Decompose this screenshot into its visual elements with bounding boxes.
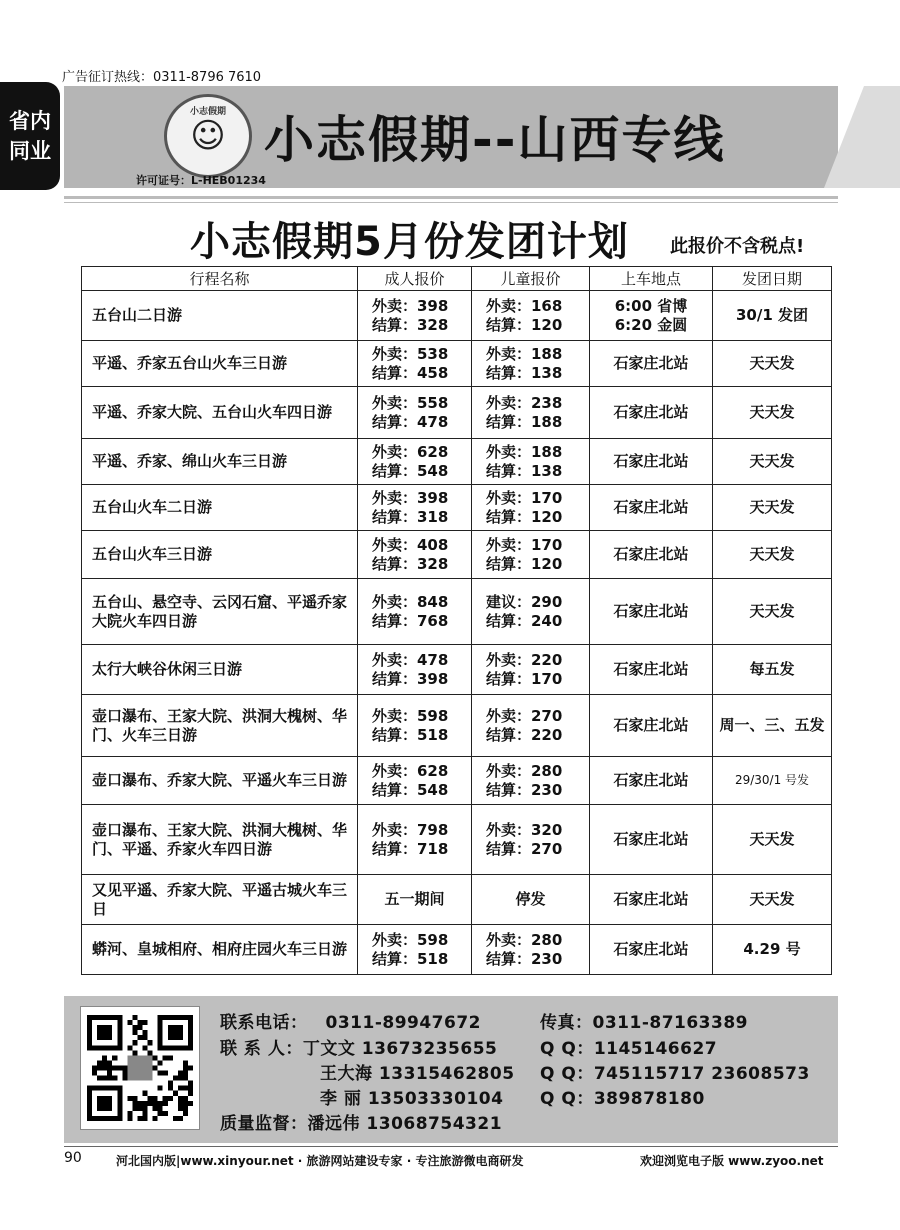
route-name: 壶口瀑布、王家大院、洪洞大槐树、华门、平遥、乔家火车四日游 (92, 820, 348, 858)
date-cell (713, 579, 832, 645)
adult-price-cell (358, 341, 472, 387)
adult-price-cell (358, 485, 472, 531)
date-cell (713, 291, 832, 341)
adult-price: 结算：328 (372, 315, 449, 334)
ad-hotline: 广告征订热线：0311-8796 7610 (62, 70, 262, 85)
contact-box (64, 996, 838, 1143)
date-cell (713, 341, 832, 387)
person-3: 李 丽 13503330104 (320, 1089, 504, 1109)
qr-code-icon (80, 1006, 200, 1130)
route-name: 又见平遥、乔家大院、平遥古城火车三日 (92, 880, 348, 918)
child-price-cell (472, 757, 590, 805)
table-row (82, 875, 832, 925)
child-price: 外卖：168 (486, 296, 563, 315)
child-price: 建议：290 (486, 592, 563, 611)
child-price: 结算：120 (486, 507, 563, 526)
pickup-location: 石家庄北站 (613, 830, 689, 848)
column-header: 行程名称 (82, 267, 358, 291)
adult-price: 结算：718 (372, 839, 449, 858)
pickup-cell (590, 579, 713, 645)
route-cell (82, 695, 358, 757)
adult-price: 结算：548 (372, 461, 449, 480)
pickup-cell (590, 875, 713, 925)
adult-price-cell (358, 387, 472, 439)
quality-person: 潘远伟 13068754321 (307, 1114, 503, 1134)
phone-number: 0311-89947672 (325, 1013, 481, 1033)
divider (64, 1146, 838, 1147)
route-name: 平遥、乔家大院、五台山火车四日游 (92, 403, 333, 421)
route-name: 壶口瀑布、乔家大院、平遥火车三日游 (92, 771, 348, 789)
person-2: 王大海 13315462805 (320, 1064, 515, 1084)
fax-label: 传真： (540, 1013, 593, 1033)
route-cell (82, 757, 358, 805)
pickup-cell (590, 645, 713, 695)
table-row (82, 387, 832, 439)
table-row (82, 291, 832, 341)
adult-price-cell (358, 695, 472, 757)
child-price: 外卖：188 (486, 442, 563, 461)
logo-text: 小志假期 (189, 107, 226, 117)
adult-price-cell (358, 531, 472, 579)
route-name: 平遥、乔家五台山火车三日游 (92, 354, 288, 372)
child-price: 外卖：188 (486, 344, 563, 363)
qq-line-1: Q Q：1145146627 (540, 1039, 718, 1059)
adult-price: 外卖：848 (372, 592, 449, 611)
adult-price: 结算：768 (372, 611, 449, 630)
adult-price-cell (358, 757, 472, 805)
date-cell (713, 531, 832, 579)
child-price: 外卖：320 (486, 820, 563, 839)
child-price-cell (472, 695, 590, 757)
adult-price: 外卖：558 (372, 393, 449, 412)
pickup-cell (590, 341, 713, 387)
departure-date: 天天发 (749, 403, 795, 421)
child-price-cell (472, 291, 590, 341)
person-line-1 (220, 1034, 497, 1059)
child-price-cell (472, 925, 590, 975)
route-cell (82, 579, 358, 645)
adult-price-cell (358, 579, 472, 645)
adult-price: 结算：398 (372, 669, 449, 688)
date-cell (713, 387, 832, 439)
departure-date: 天天发 (749, 452, 795, 470)
table-row (82, 579, 832, 645)
adult-price-cell (358, 645, 472, 695)
divider (64, 202, 838, 203)
page-number: 90 (64, 1150, 82, 1166)
departure-date: 周一、三、五发 (719, 716, 825, 734)
adult-price: 五一期间 (384, 890, 445, 908)
child-price: 外卖：170 (486, 535, 563, 554)
route-cell (82, 387, 358, 439)
pickup-cell (590, 439, 713, 485)
table-row (82, 341, 832, 387)
departure-date: 天天发 (749, 498, 795, 516)
child-price: 结算：220 (486, 725, 563, 744)
adult-price: 结算：518 (372, 949, 449, 968)
license-number: 许可证号：L-HEB01234 (136, 174, 266, 187)
pickup-location: 石家庄北站 (613, 660, 689, 678)
adult-price: 结算：478 (372, 412, 449, 431)
date-cell (713, 925, 832, 975)
adult-price: 外卖：598 (372, 706, 449, 725)
pickup-location: 6:20 金圆 (614, 315, 688, 334)
departure-date: 天天发 (749, 602, 795, 620)
child-price: 结算：120 (486, 315, 563, 334)
adult-price: 结算：518 (372, 725, 449, 744)
child-price: 结算：138 (486, 363, 563, 382)
child-price: 外卖：280 (486, 761, 563, 780)
adult-price: 外卖：478 (372, 650, 449, 669)
banner-title: 小志假期--山西专线 (264, 111, 726, 169)
pickup-cell (590, 695, 713, 757)
route-name: 太行大峡谷休闲三日游 (92, 660, 243, 678)
qq-line-3: Q Q：389878180 (540, 1089, 705, 1109)
column-header: 上车地点 (590, 267, 713, 291)
route-cell (82, 531, 358, 579)
child-price: 结算：270 (486, 839, 563, 858)
pickup-location: 石家庄北站 (613, 545, 689, 563)
child-price: 结算：230 (486, 780, 563, 799)
person-1: 丁文文 13673235655 (302, 1039, 498, 1059)
table-row (82, 805, 832, 875)
mascot-icon: ☺ (190, 116, 226, 156)
pickup-cell (590, 531, 713, 579)
child-price-cell (472, 439, 590, 485)
adult-price: 结算：328 (372, 554, 449, 573)
pickup-location: 石家庄北站 (613, 771, 689, 789)
adult-price: 外卖：398 (372, 296, 449, 315)
route-cell (82, 925, 358, 975)
date-cell (713, 695, 832, 757)
pickup-cell (590, 291, 713, 341)
pickup-cell (590, 387, 713, 439)
column-header: 发团日期 (713, 267, 832, 291)
departure-date: 30/1 发团 (735, 306, 808, 324)
adult-price-cell (358, 291, 472, 341)
person-label: 联 系 人： (220, 1039, 303, 1059)
adult-price: 外卖：398 (372, 488, 449, 507)
pickup-cell (590, 757, 713, 805)
table-row (82, 925, 832, 975)
adult-price-cell (358, 925, 472, 975)
table-row (82, 757, 832, 805)
footer-left-text: 河北国内版|www.xinyour.net · 旅游网站建设专家 · 专注旅游微电商研发 (116, 1154, 524, 1168)
quality-label: 质量监督： (220, 1114, 308, 1134)
table-header-row (82, 267, 832, 291)
pickup-location: 石家庄北站 (613, 716, 689, 734)
child-price: 外卖：270 (486, 706, 563, 725)
fax-number: 0311-87163389 (592, 1013, 748, 1033)
date-cell (713, 645, 832, 695)
route-cell (82, 645, 358, 695)
route-cell (82, 291, 358, 341)
adult-price: 结算：458 (372, 363, 449, 382)
child-price: 外卖：238 (486, 393, 563, 412)
child-price-cell (472, 805, 590, 875)
route-name: 五台山火车三日游 (92, 545, 213, 563)
departure-date: 每五发 (749, 660, 795, 678)
pickup-location: 石家庄北站 (613, 940, 689, 958)
departure-date: 29/30/1 号发 (734, 773, 810, 787)
child-price: 结算：170 (486, 669, 563, 688)
pickup-location: 石家庄北站 (613, 498, 689, 516)
departure-date: 天天发 (749, 354, 795, 372)
route-name: 壶口瀑布、王家大院、洪洞大槐树、华门、火车三日游 (92, 706, 348, 744)
tour-table (81, 266, 831, 975)
child-price: 结算：138 (486, 461, 563, 480)
adult-price-cell (358, 805, 472, 875)
route-name: 蟒河、皇城相府、相府庄园火车三日游 (92, 940, 348, 958)
route-cell (82, 439, 358, 485)
table-row (82, 645, 832, 695)
route-name: 五台山火车二日游 (92, 498, 213, 516)
date-cell (713, 805, 832, 875)
pickup-location: 石家庄北站 (613, 354, 689, 372)
table-row (82, 531, 832, 579)
route-cell (82, 805, 358, 875)
route-cell (82, 341, 358, 387)
tax-note: 此报价不含税点! (670, 236, 805, 257)
pickup-location: 石家庄北站 (613, 403, 689, 421)
table-row (82, 485, 832, 531)
departure-date: 4.29 号 (743, 940, 801, 958)
child-price: 结算：188 (486, 412, 563, 431)
table-row (82, 695, 832, 757)
phone-line (220, 1008, 481, 1033)
child-price-cell (472, 341, 590, 387)
column-header: 儿童报价 (472, 267, 590, 291)
child-price: 停发 (515, 890, 546, 908)
child-price-cell (472, 485, 590, 531)
child-price: 外卖：220 (486, 650, 563, 669)
adult-price-cell (358, 875, 472, 925)
route-name: 五台山二日游 (92, 306, 183, 324)
plan-title: 小志假期5月份发团计划 (190, 219, 629, 265)
adult-price: 结算：318 (372, 507, 449, 526)
column-header: 成人报价 (358, 267, 472, 291)
date-cell (713, 757, 832, 805)
adult-price: 外卖：628 (372, 442, 449, 461)
child-price-cell (472, 387, 590, 439)
child-price-cell (472, 645, 590, 695)
pickup-location: 石家庄北站 (613, 602, 689, 620)
adult-price-cell (358, 439, 472, 485)
adult-price: 外卖：538 (372, 344, 449, 363)
child-price-cell (472, 531, 590, 579)
adult-price: 外卖：798 (372, 820, 449, 839)
footer-right-text: 欢迎浏览电子版 www.zyoo.net (640, 1154, 824, 1168)
adult-price: 结算：548 (372, 780, 449, 799)
date-cell (713, 439, 832, 485)
child-price: 结算：120 (486, 554, 563, 573)
departure-date: 天天发 (749, 545, 795, 563)
adult-price: 外卖：628 (372, 761, 449, 780)
pickup-cell (590, 485, 713, 531)
child-price: 结算：230 (486, 949, 563, 968)
departure-date: 天天发 (749, 830, 795, 848)
child-price-cell (472, 579, 590, 645)
date-cell (713, 875, 832, 925)
banner-accent (824, 86, 900, 188)
table-row (82, 439, 832, 485)
quality-line (220, 1109, 502, 1134)
pickup-location: 石家庄北站 (613, 890, 689, 908)
route-name: 五台山、悬空寺、云冈石窟、平遥乔家大院火车四日游 (92, 592, 348, 630)
divider (64, 196, 838, 199)
date-cell (713, 485, 832, 531)
route-cell (82, 485, 358, 531)
child-price: 外卖：280 (486, 930, 563, 949)
child-price-cell (472, 875, 590, 925)
child-price: 外卖：170 (486, 488, 563, 507)
company-logo (164, 94, 252, 178)
child-price: 结算：240 (486, 611, 563, 630)
fax-line (540, 1008, 748, 1033)
header-banner (64, 86, 838, 188)
departure-date: 天天发 (749, 890, 795, 908)
pickup-cell (590, 805, 713, 875)
adult-price: 外卖：408 (372, 535, 449, 554)
route-name: 平遥、乔家、绵山火车三日游 (92, 452, 288, 470)
pickup-location: 石家庄北站 (613, 452, 689, 470)
pickup-cell (590, 925, 713, 975)
side-tab: 省内同业 (0, 82, 60, 190)
adult-price: 外卖：598 (372, 930, 449, 949)
route-cell (82, 875, 358, 925)
phone-label: 联系电话： (220, 1013, 308, 1033)
qq-line-2: Q Q：745115717 23608573 (540, 1064, 810, 1084)
pickup-location: 6:00 省博 (614, 296, 688, 315)
